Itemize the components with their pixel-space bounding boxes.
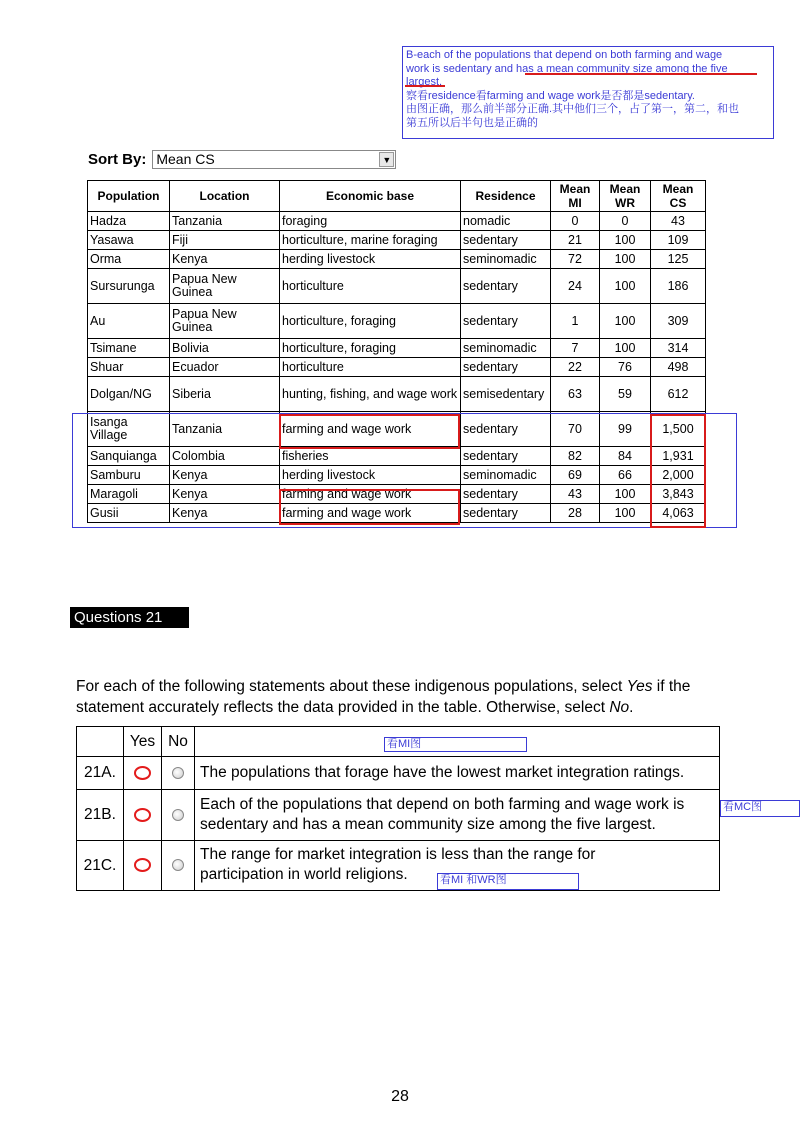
column-header[interactable]: Mean MI: [551, 181, 600, 212]
table-cell: foraging: [280, 212, 461, 231]
table-cell: Ecuador: [170, 358, 280, 377]
table-cell: farming and wage work: [280, 412, 461, 447]
question-instructions: [76, 676, 726, 718]
table-cell: sedentary: [461, 269, 551, 304]
table-cell: Dolgan/NG: [88, 377, 170, 412]
table-cell: Isanga Village: [88, 412, 170, 447]
table-cell: horticulture, marine foraging: [280, 231, 461, 250]
table-cell: seminomadic: [461, 339, 551, 358]
table-cell: 309: [651, 304, 706, 339]
table-row: [88, 358, 706, 377]
table-cell: Maragoli: [88, 485, 170, 504]
table-cell: Samburu: [88, 466, 170, 485]
table-row: [88, 212, 706, 231]
highlight-box: [279, 489, 460, 525]
table-cell: farming and wage work: [280, 485, 461, 504]
table-cell: 0: [600, 212, 651, 231]
intro-yes: Yes: [626, 678, 653, 695]
table-cell: 100: [600, 504, 651, 523]
table-cell: 69: [551, 466, 600, 485]
column-header[interactable]: Mean CS: [651, 181, 706, 212]
table-cell: Tanzania: [170, 212, 280, 231]
table-cell: fisheries: [280, 447, 461, 466]
table-cell: 612: [651, 377, 706, 412]
table-cell: Papua New Guinea: [170, 304, 280, 339]
table-cell: Bolivia: [170, 339, 280, 358]
sort-by-control: [88, 150, 396, 169]
table-cell: 99: [600, 412, 651, 447]
table-cell: Tsimane: [88, 339, 170, 358]
table-cell: Siberia: [170, 377, 280, 412]
intro-text: For each of the following statements about these indigenous populations, select: [76, 678, 627, 695]
table-cell: Gusii: [88, 504, 170, 523]
no-radio[interactable]: [172, 859, 184, 871]
table-cell: 0: [551, 212, 600, 231]
sort-by-label: Sort By:: [88, 151, 147, 168]
table-cell: 100: [600, 485, 651, 504]
question-statement: The populations that forage have the lowest market integration ratings.: [195, 757, 720, 790]
table-cell: sedentary: [461, 412, 551, 447]
table-cell: 7: [551, 339, 600, 358]
no-radio[interactable]: [172, 767, 184, 779]
table-cell: Kenya: [170, 250, 280, 269]
table-cell: Shuar: [88, 358, 170, 377]
table-header-row: [88, 181, 706, 212]
table-cell: Sanquianga: [88, 447, 170, 466]
table-cell: Kenya: [170, 504, 280, 523]
intro-no: No: [609, 699, 630, 716]
note-underline: [525, 73, 757, 75]
table-cell: Fiji: [170, 231, 280, 250]
question-statement-text: The range for market integration is less than the range for participation in world religions.: [200, 846, 596, 883]
note-line: 第五所以后半句也是正确的: [406, 116, 538, 129]
table-cell: 24: [551, 269, 600, 304]
column-header-yes: Yes: [124, 727, 162, 757]
question-row: [77, 757, 720, 790]
table-cell: sedentary: [461, 304, 551, 339]
table-cell: 21: [551, 231, 600, 250]
annotation-note: [402, 46, 774, 139]
yes-radio-marked[interactable]: [134, 808, 151, 822]
table-cell: 100: [600, 304, 651, 339]
table-cell: Hadza: [88, 212, 170, 231]
table-cell: 4,063: [651, 504, 706, 523]
table-row: [88, 304, 706, 339]
question-id: 21C.: [77, 841, 124, 891]
table-cell: Kenya: [170, 466, 280, 485]
table-cell: 1: [551, 304, 600, 339]
column-header[interactable]: Mean WR: [600, 181, 651, 212]
column-header[interactable]: Location: [170, 181, 280, 212]
table-cell: 100: [600, 231, 651, 250]
table-cell: 1,931: [651, 447, 706, 466]
table-cell: farming and wage work: [280, 504, 461, 523]
table-row: [88, 231, 706, 250]
question-banner: Questions 21: [70, 607, 189, 628]
table-cell: sedentary: [461, 447, 551, 466]
table-cell: horticulture: [280, 358, 461, 377]
table-cell: 43: [651, 212, 706, 231]
question-row: [77, 790, 720, 841]
table-cell: 109: [651, 231, 706, 250]
table-row: [88, 250, 706, 269]
table-cell: 2,000: [651, 466, 706, 485]
sort-by-value: Mean CS: [156, 151, 215, 167]
table-cell: Kenya: [170, 485, 280, 504]
column-header[interactable]: Population: [88, 181, 170, 212]
table-cell: horticulture, foraging: [280, 339, 461, 358]
table-cell: seminomadic: [461, 466, 551, 485]
table-cell: 125: [651, 250, 706, 269]
table-row: [88, 339, 706, 358]
table-cell: semisedentary: [461, 377, 551, 412]
note-line: largest.: [406, 76, 443, 88]
table-cell: herding livestock: [280, 466, 461, 485]
sort-by-select[interactable]: [152, 150, 396, 169]
table-cell: hunting, fishing, and wage work: [280, 377, 461, 412]
annotation-tag-mc: 看MC图: [720, 800, 800, 817]
table-cell: 3,843: [651, 485, 706, 504]
table-cell: 186: [651, 269, 706, 304]
blank-cell: [77, 727, 124, 757]
table-cell: 100: [600, 339, 651, 358]
table-cell: horticulture: [280, 269, 461, 304]
page-number: 28: [391, 1088, 409, 1105]
table-cell: 498: [651, 358, 706, 377]
table-cell: Orma: [88, 250, 170, 269]
table-cell: 72: [551, 250, 600, 269]
table-cell: 66: [600, 466, 651, 485]
no-radio[interactable]: [172, 809, 184, 821]
table-cell: 22: [551, 358, 600, 377]
intro-text: .: [629, 699, 634, 716]
intro-text: if the statement accurately reflects the data provided in the table. Otherwise, select: [76, 678, 691, 716]
table-cell: 84: [600, 447, 651, 466]
table-cell: 1,500: [651, 412, 706, 447]
column-header-no: No: [162, 727, 195, 757]
table-cell: horticulture, foraging: [280, 304, 461, 339]
note-line: work is sedentary and has a mean community size among the five: [406, 62, 728, 75]
table-row: [88, 269, 706, 304]
yes-radio-marked[interactable]: [134, 766, 151, 780]
table-row: [88, 377, 706, 412]
table-cell: 82: [551, 447, 600, 466]
table-cell: 28: [551, 504, 600, 523]
table-cell: herding livestock: [280, 250, 461, 269]
question-id: 21B.: [77, 790, 124, 841]
highlight-box: [279, 414, 460, 449]
annotation-tag-mi: 看MI图: [384, 737, 527, 752]
question-row: [77, 841, 720, 891]
chevron-down-icon[interactable]: ▼: [379, 152, 394, 167]
question-statement: Each of the populations that depend on both farming and wage work is sedentary and has a mean community size among the five largest.: [195, 790, 720, 841]
note-underline: [405, 85, 445, 87]
note-line: 察看residence看farming and wage work是否都是sedentary.: [406, 89, 695, 102]
column-header[interactable]: Residence: [461, 181, 551, 212]
table-cell: Colombia: [170, 447, 280, 466]
table-cell: 314: [651, 339, 706, 358]
annotation-tag-miwr: 看MI 和WR图: [437, 873, 579, 890]
yes-radio-marked[interactable]: [134, 858, 151, 872]
table-cell: 59: [600, 377, 651, 412]
table-cell: nomadic: [461, 212, 551, 231]
table-cell: Au: [88, 304, 170, 339]
table-cell: sedentary: [461, 485, 551, 504]
table-cell: 100: [600, 250, 651, 269]
note-line: B-each of the populations that depend on both farming and wage: [406, 49, 723, 61]
table-cell: sedentary: [461, 231, 551, 250]
highlight-box: [650, 414, 706, 528]
table-cell: 100: [600, 269, 651, 304]
table-cell: 76: [600, 358, 651, 377]
table-cell: seminomadic: [461, 250, 551, 269]
table-cell: 70: [551, 412, 600, 447]
table-cell: Papua New Guinea: [170, 269, 280, 304]
table-cell: 63: [551, 377, 600, 412]
table-cell: sedentary: [461, 504, 551, 523]
column-header[interactable]: Economic base: [280, 181, 461, 212]
table-cell: 43: [551, 485, 600, 504]
table-cell: sedentary: [461, 358, 551, 377]
table-cell: Sursurunga: [88, 269, 170, 304]
question-id: 21A.: [77, 757, 124, 790]
note-line: 由图正确，那么前半部分正确.其中他们三个，占了第一，第二，和也: [406, 103, 740, 115]
table-cell: Tanzania: [170, 412, 280, 447]
table-cell: Yasawa: [88, 231, 170, 250]
